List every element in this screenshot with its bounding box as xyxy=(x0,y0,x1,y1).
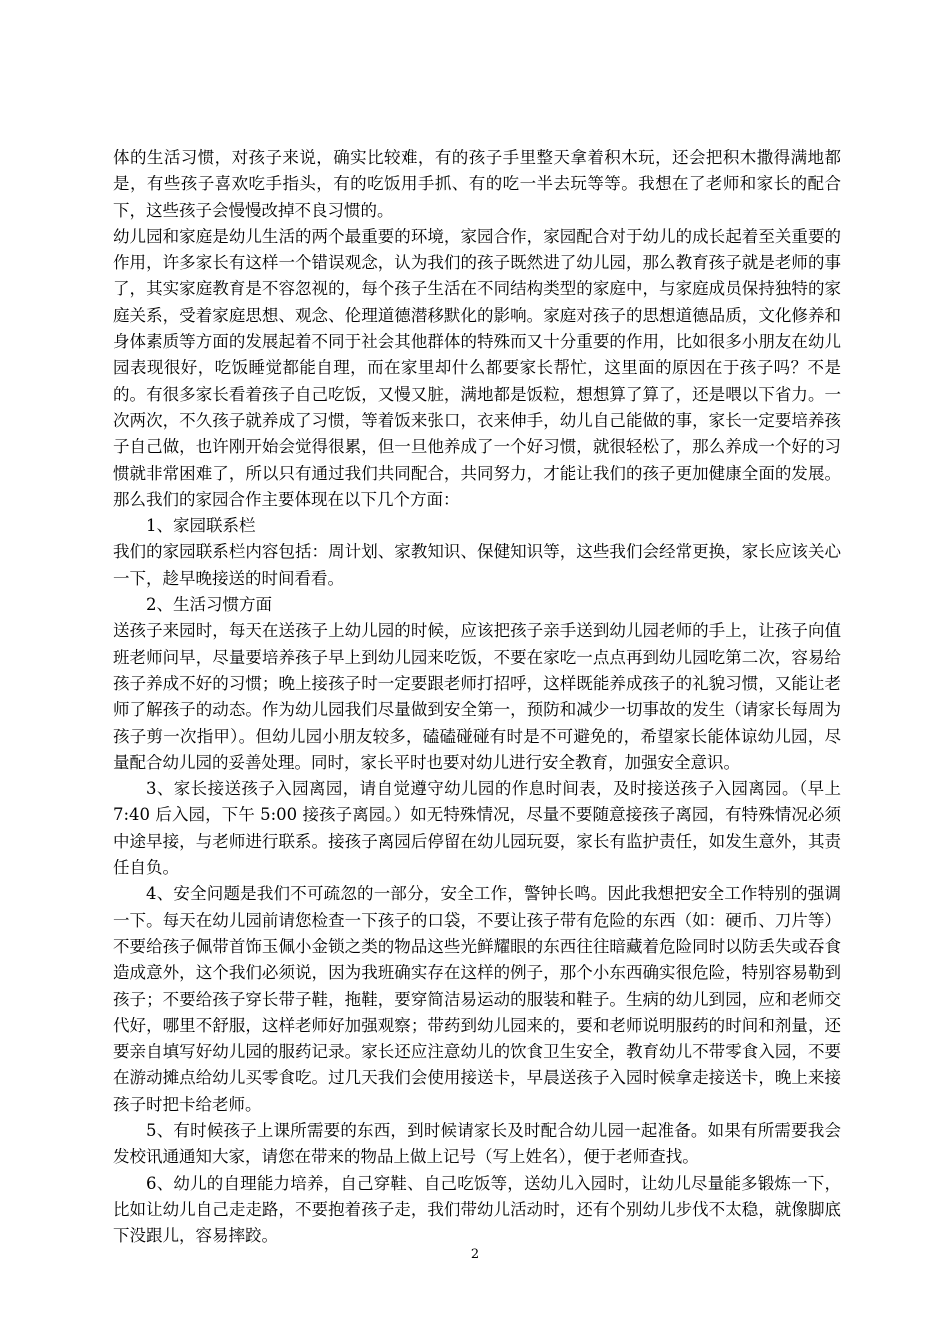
paragraph-contact-board: 我们的家园联系栏内容包括：周计划、家教知识、保健知识等，这些我们会经常更换，家长应该关心一下，趁早晚接送的时间看看。 xyxy=(113,542,841,588)
paragraph-self-care: 6、幼儿的自理能力培养，自己穿鞋、自己吃饭等，送幼儿入园时，让幼儿尽量能多锻炼一下，比如让幼儿自己走走路，不要抱着孩子走，我们带幼儿活动时，还有个别幼儿步伐不太稳，就像脚底下没跟儿，容易摔跤。 xyxy=(113,1173,841,1246)
paragraph-pickup-dropoff: 3、家长接送孩子入园离园，请自觉遵守幼儿园的作息时间表，及时接送孩子入园离园。（早上 7:40 后入园，下午 5:00 接孩子离园。）如无特殊情况，尽量不要随意接孩子离园，有特殊情况必须中途早接，与老师进行联系。接孩子离园后停留在幼儿园玩耍，家长有监护责任，如发生意外，其责任自负。 xyxy=(113,779,841,878)
document-body xyxy=(113,145,841,1249)
paragraph-living-habits: 送孩子来园时，每天在送孩子上幼儿园的时候，应该把孩子亲手送到幼儿园老师的手上，让孩子向值班老师问早，尽量要培养孩子早上到幼儿园来吃饭，不要在家吃一点点再到幼儿园吃第二次，容易给孩子养成不好的习惯；晚上接孩子时一定要跟老师打招呼，这样既能养成孩子的礼貌习惯，又能让老师了解孩子的动态。作为幼儿园我们尽量做到安全第一，预防和减少一切事故的发生（请家长每周为孩子剪一次指甲）。但幼儿园小朋友较多，磕磕碰碰有时是不可避免的，希望家长能体谅幼儿园，尽量配合幼儿园的妥善处理。同时，家长平时也要对幼儿进行安全教育，加强安全意识。 xyxy=(113,621,841,772)
paragraph-safety: 4、安全问题是我们不可疏忽的一部分，安全工作，警钟长鸣。因此我想把安全工作特别的强调一下。每天在幼儿园前请您检查一下孩子的口袋，不要让孩子带有危险的东西（如：硬币、刀片等）不要给孩子佩带首饰玉佩小金锁之类的物品这些光鲜耀眼的东西往往暗藏着危险同时以防丢失或吞食造成意外，这个我们必须说，因为我班确实存在这样的例子，那个小东西确实很危险，特别容易勒到孩子；不要给孩子穿长带子鞋，拖鞋，要穿简洁易运动的服装和鞋子。生病的幼儿到园，应和老师交代好，哪里不舒服，这样老师好加强观察；带药到幼儿园来的，要和老师说明服药的时间和剂量，还要亲自填写好幼儿园的服药记录。家长还应注意幼儿的饮食卫生安全，教育幼儿不带零食入园，不要在游动摊点给幼儿买零食吃。过几天我们会使用接送卡，早晨送孩子入园时候拿走接送卡，晚上来接孩子时把卡给老师。 xyxy=(113,884,841,1114)
paragraph-habits-continued: 体的生活习惯，对孩子来说，确实比较难，有的孩子手里整天拿着积木玩，还会把积木撒得满地都是，有些孩子喜欢吃手指头，有的吃饭用手抓、有的吃一半去玩等等。我想在了老师和家长的配合下，这些孩子会慢慢改掉不良习惯的。 xyxy=(113,148,841,220)
paragraph-home-school-cooperation: 幼儿园和家庭是幼儿生活的两个最重要的环境，家园合作，家园配合对于幼儿的成长起着至关重要的作用，许多家长有这样一个错误观念，认为我们的孩子既然进了幼儿园，那么教育孩子就是老师的事了，其实家庭教育是不容忽视的，每个孩子生活在不同结构类型的家庭中，与家庭成员保持独特的家庭关系，受着家庭思想、观念、伦理道德潜移默化的影响。家庭对孩子的思想道德品质，文化修养和身体素质等方面的发展起着不同于社会其他群体的特殊而又十分重要的作用，比如很多小朋友在幼儿园表现很好，吃饭睡觉都能自理，而在家里却什么都要家长帮忙，这里面的原因在于孩子吗？不是的。有很多家长看着孩子自己吃饭，又慢又脏，满地都是饭粒，想想算了算了，还是喂以下省力。一次两次，不久孩子就养成了习惯，等着饭来张口，衣来伸手，幼儿自己能做的事，家长一定要培养孩子自己做，也许刚开始会觉得很累，但一旦他养成了一个好习惯，就很轻松了，那么养成一个好的习惯就非常困难了，所以只有通过我们共同配合，共同努力，才能让我们的孩子更加健康全面的发展。那么我们的家园合作主要体现在以下几个方面： xyxy=(113,226,841,509)
page-number: 2 xyxy=(470,1247,480,1262)
paragraph-class-materials: 5、有时候孩子上课所需要的东西，到时候请家长及时配合幼儿园一起准备。如果有所需要我会发校讯通通知大家，请您在带来的物品上做上记号（写上姓名），便于老师查找。 xyxy=(113,1120,841,1167)
heading-living-habits: 2、生活习惯方面 xyxy=(146,595,272,615)
heading-contact-board: 1、家园联系栏 xyxy=(146,516,256,536)
